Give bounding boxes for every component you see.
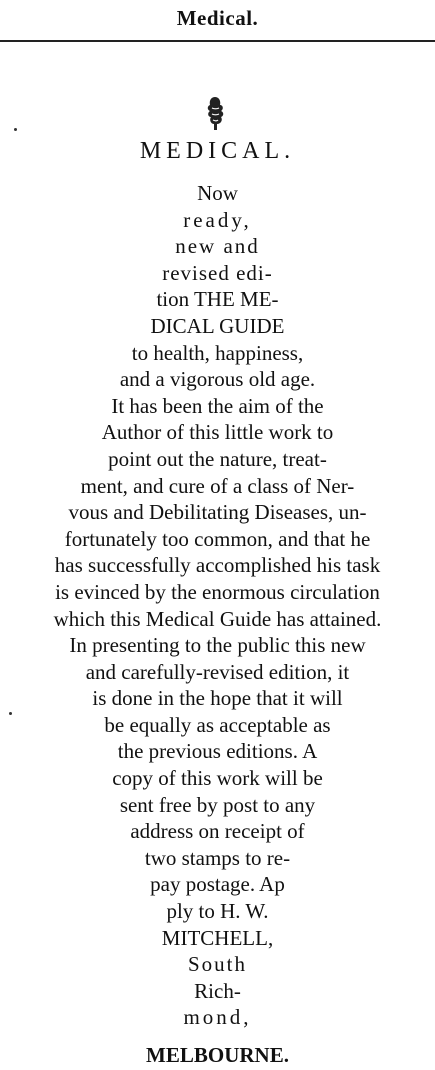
advert-line: Now [197,181,238,205]
advert-line: has successfully accomplished his task [54,553,381,578]
advert-line: revised edi- [162,260,273,285]
advert-line: which this Medical Guide has attained. [53,606,382,631]
advert-line: pay postage. Ap [150,872,285,897]
advert-line: South [187,952,247,977]
pointing-hand-icon [203,96,227,132]
advert-line: point out the nature, treat- [108,446,327,471]
advert-line: Author of this little work to [101,420,334,445]
advert-line: vous and Debilitating Diseases, un- [68,500,367,525]
advert-line: is evinced by the enormous circulation [55,579,380,604]
advert-line: mond, [183,1005,252,1030]
advert-line: MITCHELL, [161,925,274,950]
print-speck [14,128,17,131]
advert-line: is done in the hope that it will [92,686,343,711]
advert-line: DICAL GUIDE [150,313,285,338]
advert-line: tion THE ME- [156,287,279,312]
advert-line: Rich- [194,978,241,1003]
advert-line: two stamps to re- [144,845,291,870]
advert-line: new and [175,234,260,259]
advert-line: copy of this work will be [112,766,323,791]
advert-line: ready, [183,207,252,232]
advert-line: sent free by post to any [119,792,316,817]
advert-line: be equally as acceptable as [104,712,331,737]
advert-line: ply to H. W. [166,899,269,924]
advert-title: MEDICAL. [139,138,296,164]
advert-line: address on receipt of [130,819,305,844]
advert-line: the previous editions. A [117,739,318,764]
advert-line: and carefully-revised edition, it [85,659,350,684]
advert-line: fortunately too common, and that he [64,526,371,551]
advert-line: and a vigorous old age. [119,367,316,392]
section-header: Medical. [176,6,259,30]
advert-line: In presenting to the public this new [69,633,366,658]
advert-body [0,180,435,1031]
header-rule [0,40,435,42]
advert-line: ment, and cure of a class of Ner- [80,473,355,498]
advert-line: It has been the aim of the [111,393,324,418]
advert-final-line: MELBOURNE. [146,1043,289,1067]
advert-line: to health, happiness, [131,340,304,365]
